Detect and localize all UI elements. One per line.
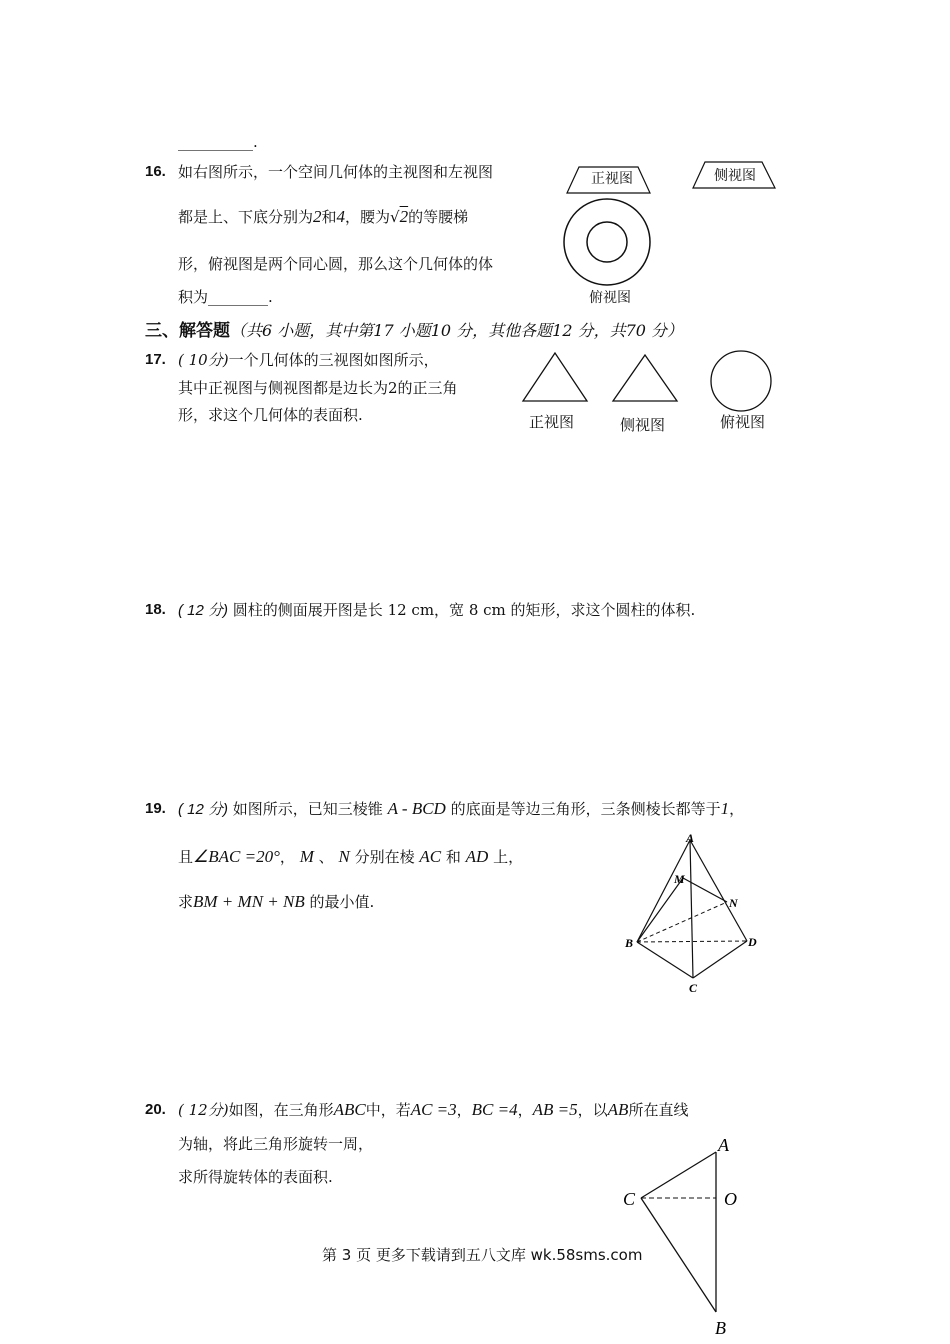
q19-line3a: 求 xyxy=(178,893,194,911)
q20-line3: 求所得旋转体的表面积. xyxy=(178,1168,333,1186)
q20-line1a: 如图，在三角形 xyxy=(228,1101,334,1119)
label-B: B xyxy=(715,1318,726,1338)
q19-expr: BM + MN + NB xyxy=(193,892,305,911)
q17-front-label: 正视图 xyxy=(529,413,575,431)
q17-number: 17. xyxy=(145,351,166,368)
q17-top-label: 俯视图 xyxy=(720,413,766,431)
q20-AB: AB xyxy=(607,1100,629,1119)
q20-ABC: ABC xyxy=(333,1100,366,1119)
q16-line2 xyxy=(178,207,468,227)
q19-line1b: 的底面是等边三角形，三条侧棱长都等于 xyxy=(450,800,721,818)
answer-blank: __________. xyxy=(178,133,258,151)
q19-AD: AD xyxy=(465,847,489,866)
q17-line3: 形，求这个几何体的表面积. xyxy=(178,406,363,424)
q19-line1 xyxy=(178,799,744,820)
label-C: C xyxy=(623,1189,636,1209)
segment-CB xyxy=(641,1198,716,1312)
q19-one: 1 xyxy=(720,799,730,818)
q19-line2b: ， xyxy=(279,848,295,866)
q18-text: 圆柱的侧面展开图是长 12 cm，宽 8 cm 的矩形，求这个圆柱的体积. xyxy=(232,601,696,619)
seg-BM xyxy=(637,878,683,942)
outer-circle xyxy=(564,199,650,285)
label-B: B xyxy=(625,936,634,950)
label-C: C xyxy=(689,981,698,995)
q16-line2c: 的等腰梯 xyxy=(408,208,469,226)
seg-MN xyxy=(683,878,727,902)
q16-top-label: 俯视图 xyxy=(589,290,631,306)
q20-line1c: ，以 xyxy=(577,1101,608,1119)
q20-c2: ， xyxy=(517,1101,533,1119)
label-N: N xyxy=(729,896,738,910)
edge-AD xyxy=(690,840,747,941)
q20-score: ( 12分) xyxy=(178,1101,229,1119)
q19-he: 和 xyxy=(445,848,461,866)
q16-side-label: 侧视图 xyxy=(714,168,756,184)
q19-line2 xyxy=(178,847,523,867)
q16-sqrt-value: 2 xyxy=(399,207,409,226)
q16-line2a: 都是上、下底分别为 xyxy=(178,208,314,226)
q16-v2: 2 xyxy=(313,207,322,226)
q17-three-view-figure xyxy=(515,345,785,415)
q17-line1-text: 一个几何体的三视图如图所示， xyxy=(228,351,439,369)
label-O: O xyxy=(724,1189,737,1209)
seg-BN xyxy=(637,902,727,942)
q19-M: M xyxy=(299,847,314,866)
q20-c1: ， xyxy=(456,1101,472,1119)
q19-sep: 、 xyxy=(318,848,334,866)
q17-side-label: 侧视图 xyxy=(620,416,666,434)
q20-ab: AB =5 xyxy=(532,1100,578,1119)
q20-line1 xyxy=(178,1100,688,1120)
q17-line2: 其中正视图与侧视图都是边长为2的正三角 xyxy=(178,379,458,397)
edge-BC xyxy=(637,942,693,978)
q19-line2a: 且 xyxy=(178,848,194,866)
q20-bc: BC =4 xyxy=(471,1100,518,1119)
q19-score: ( 12 分) xyxy=(178,801,229,818)
q19-line3 xyxy=(178,892,374,912)
edge-AB xyxy=(637,840,690,942)
q19-pyramid-figure xyxy=(620,830,770,1000)
q16-line4: 积为________. xyxy=(178,288,273,306)
q20-line1d: 所在直线 xyxy=(628,1101,689,1119)
q19-comma: ， xyxy=(729,800,745,818)
section-subtitle: （共6 小题，其中第17 小题10 分，其他各题12 分，共70 分） xyxy=(230,321,684,340)
q20-ac: AC =3 xyxy=(410,1100,457,1119)
q18-line xyxy=(178,600,695,621)
q18-number: 18. xyxy=(145,601,166,618)
edge-CD xyxy=(693,941,747,978)
inner-circle xyxy=(587,222,627,262)
q18-score: ( 12 分) xyxy=(178,602,229,619)
label-A: A xyxy=(686,831,695,845)
label-D: D xyxy=(748,935,757,949)
q19-AC: AC xyxy=(419,847,442,866)
q16-line2b: ，腰为 xyxy=(345,208,391,226)
q19-number: 19. xyxy=(145,800,166,817)
label-A: A xyxy=(718,1135,729,1155)
q19-line2d: 上， xyxy=(493,848,524,866)
q17-top-circle xyxy=(711,351,771,411)
q20-number: 20. xyxy=(145,1101,166,1118)
q17-line1 xyxy=(178,350,439,370)
q19-angle: ∠BAC =20° xyxy=(193,847,280,866)
q20-line2: 为轴，将此三角形旋转一周， xyxy=(178,1135,374,1153)
q16-number: 16. xyxy=(145,163,166,180)
q16-and: 和 xyxy=(321,208,337,226)
label-M: M xyxy=(674,872,685,886)
q19-line2c: 分别在棱 xyxy=(354,848,415,866)
q19-pyramid: A - BCD xyxy=(387,799,446,818)
page-footer: 第 3 页 更多下载请到五八文库 wk.58sms.com xyxy=(322,1246,643,1264)
section-title: 三、解答题 xyxy=(145,321,230,341)
q20-line1b: 中，若 xyxy=(365,1101,411,1119)
q17-front-triangle xyxy=(523,353,587,401)
q20-triangle-figure xyxy=(615,1128,755,1340)
segment-AC xyxy=(641,1152,716,1198)
q16-v4: 4 xyxy=(336,207,346,226)
q19-line1a: 如图所示，已知三棱锥 xyxy=(232,800,383,818)
q19-line3b: 的最小值. xyxy=(309,893,375,911)
q16-front-label: 正视图 xyxy=(591,171,633,187)
q19-N: N xyxy=(338,847,350,866)
q17-side-triangle xyxy=(613,355,677,401)
q16-line3: 形，俯视图是两个同心圆，那么这个几何体的体 xyxy=(178,255,494,273)
edge-AC xyxy=(690,840,693,978)
q17-score: ( 10分) xyxy=(178,351,229,369)
section-header xyxy=(145,316,683,341)
sqrt-symbol: √ xyxy=(390,208,400,226)
q16-line1: 如右图所示，一个空间几何体的主视图和左视图 xyxy=(178,163,494,181)
